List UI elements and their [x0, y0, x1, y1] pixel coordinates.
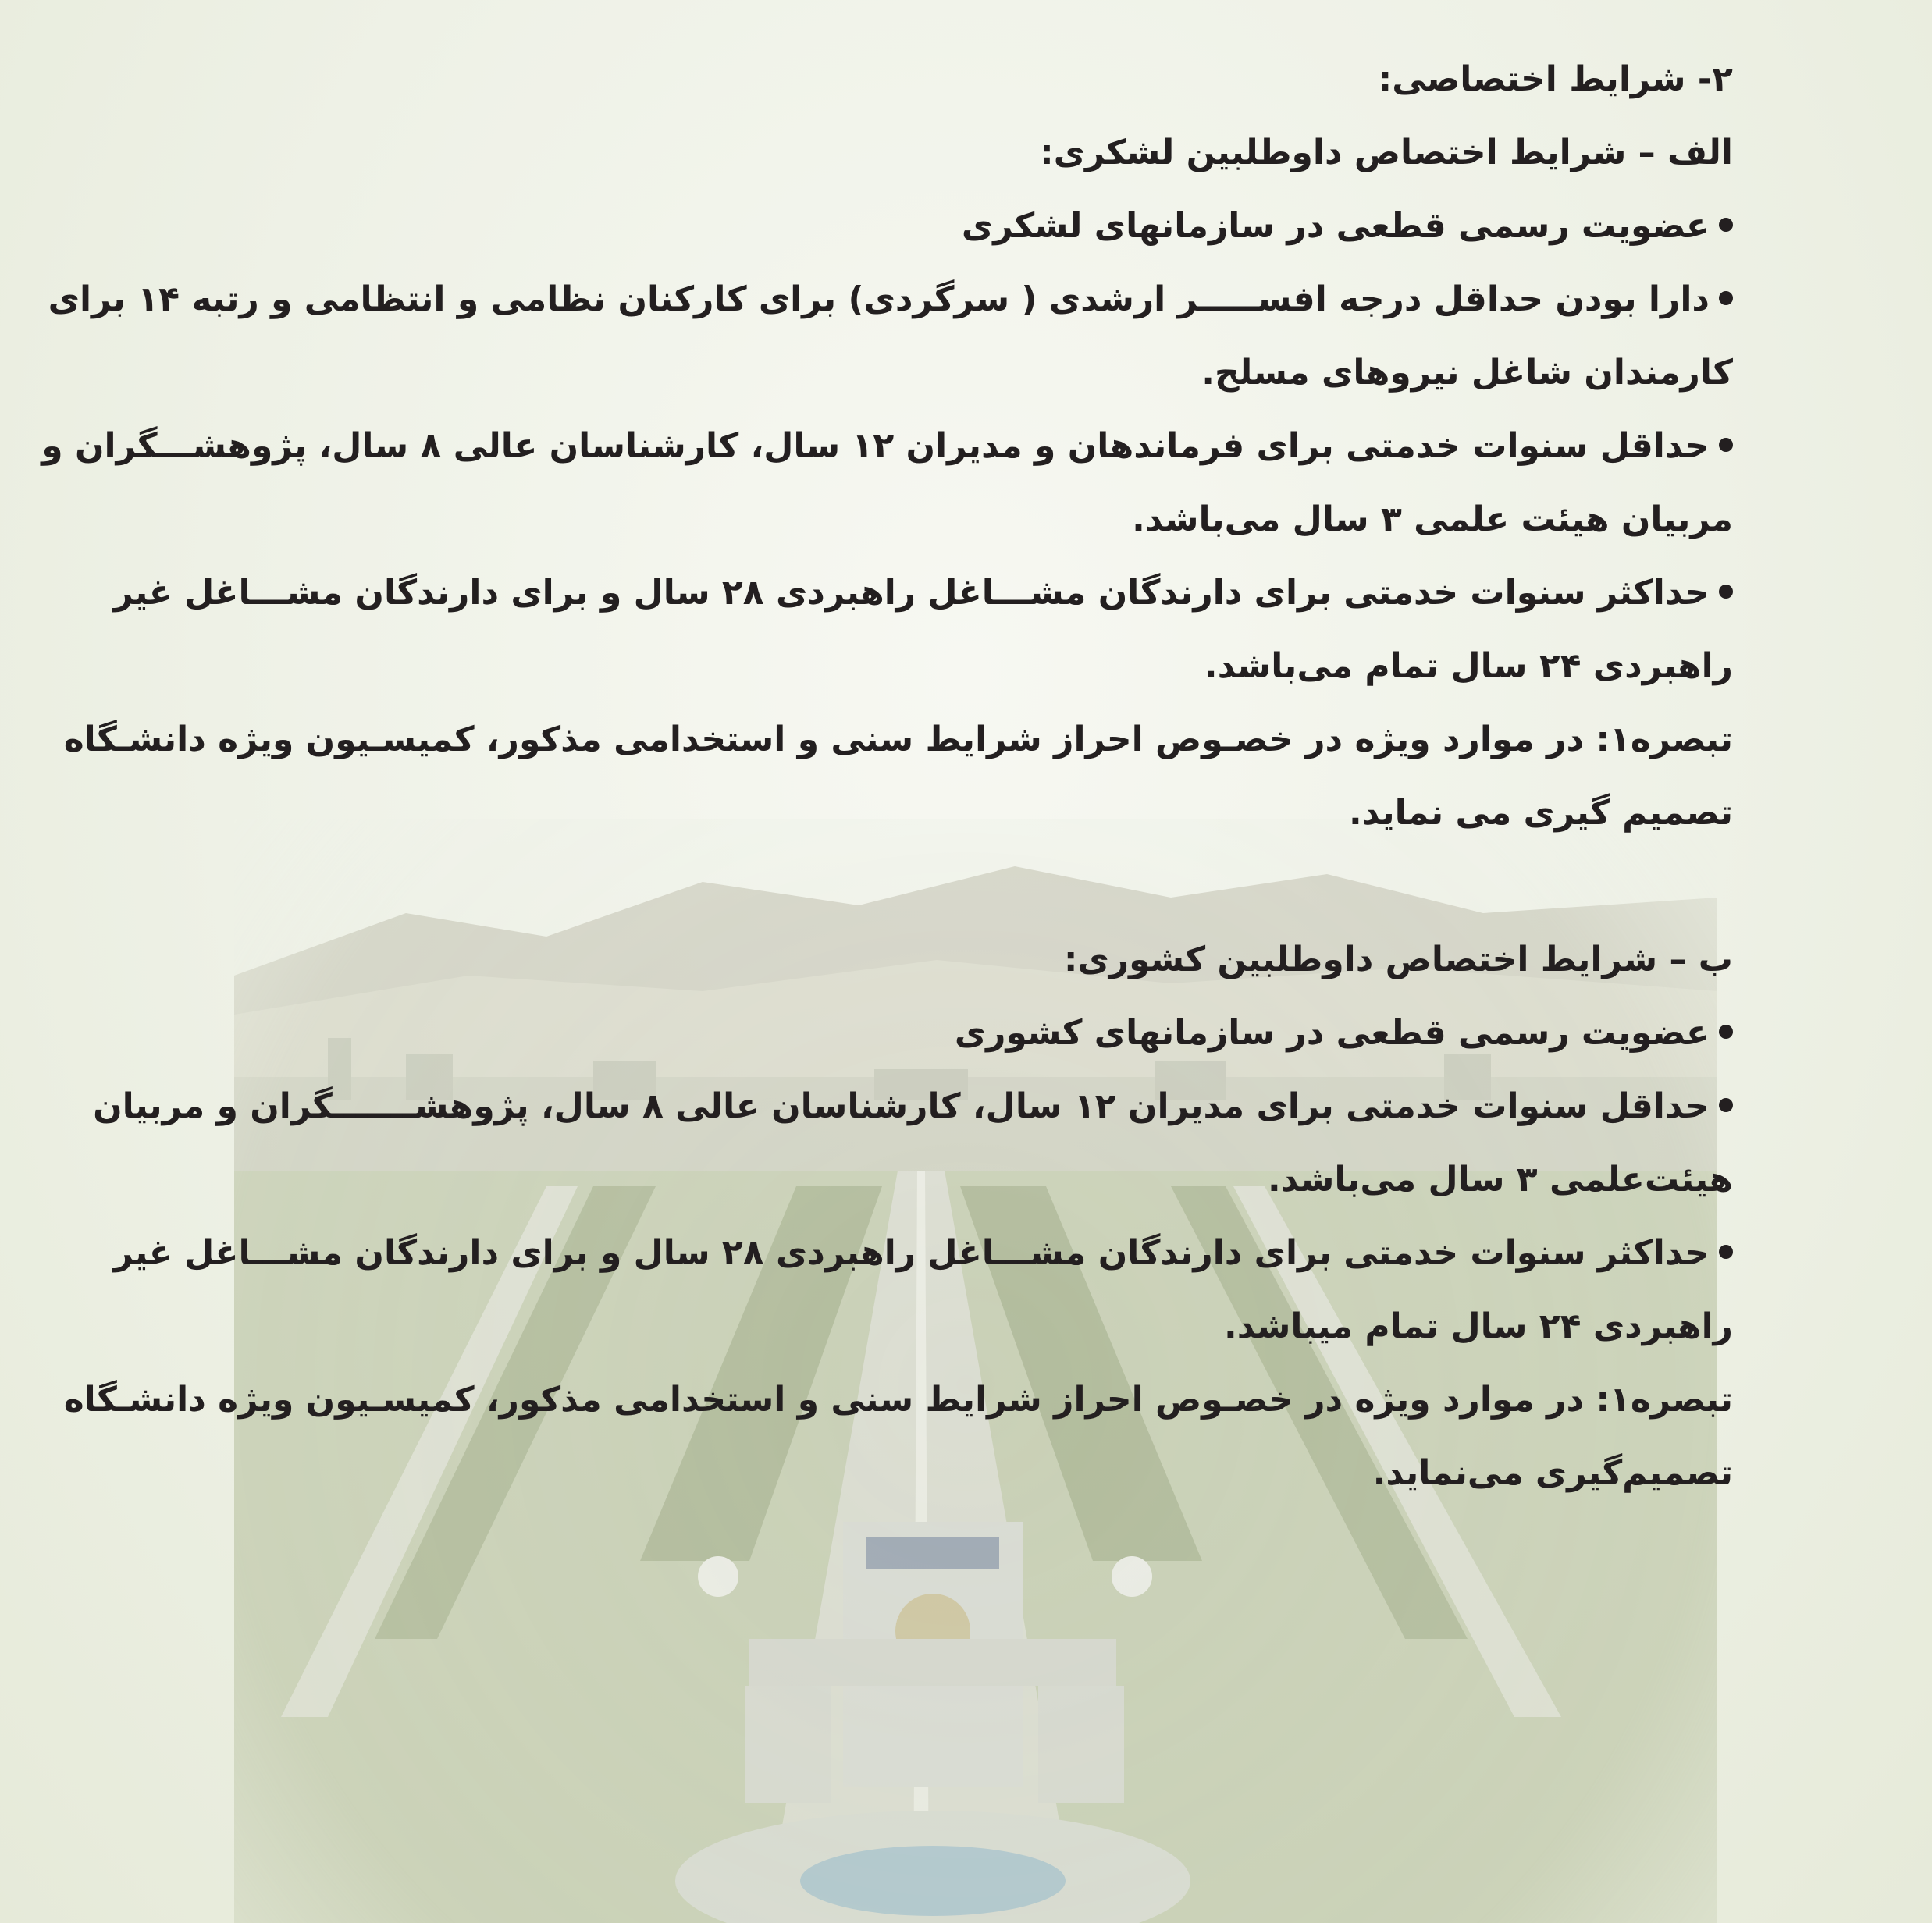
military-item-3-line-2: مربیان هیئت علمی ۳ سال می‌باشد. [1132, 499, 1733, 539]
military-note-line-1: تبصره۱: در موارد ویژه در خصـوص احراز شرایط سنی و استخدامی مذکور، کمیسـیون ویژه دانشـگاه [63, 720, 1733, 759]
bullet-icon [1719, 218, 1733, 232]
military-item-2-line-1: دارا بودن حداقل درجه افســـــر ارشدی ( سرگردی) برای کارکنان نظامی و انتظامی و رتبه ۱۴ برای [242, 263, 1733, 336]
military-item-1: عضویت رسمی قطعی در سازمانهای لشکری [242, 190, 1733, 263]
bullet-icon [1719, 1245, 1733, 1259]
civil-item-3-line-2: راهبردی ۲۴ سال تمام میباشد. [1223, 1306, 1733, 1346]
civil-note-line-2: تصمیم‌گیری می‌نماید. [1372, 1453, 1733, 1493]
civil-item-2-line-2: هیئت‌علمی ۳ سال می‌باشد. [1267, 1160, 1733, 1200]
military-item-4-line-2: راهبردی ۲۴ سال تمام می‌باشد. [1204, 646, 1733, 686]
civil-item-1: عضویت رسمی قطعی در سازمانهای کشوری [242, 997, 1733, 1070]
document-body [41, 43, 1733, 1510]
civil-note-line-1: تبصره۱: در موارد ویژه در خصـوص احراز شرایط سنی و استخدامی مذکور، کمیسـیون ویژه دانشـگاه [63, 1380, 1733, 1420]
military-note-line-2: تصمیم گیری می نماید. [1349, 793, 1733, 833]
civil-item-3-line-1: حداکثر سنوات خدمتی برای دارندگان مشـــاغل راهبردی ۲۸ سال و برای دارندگان مشـــاغل غیر [242, 1217, 1733, 1290]
bullet-icon [1719, 1098, 1733, 1112]
bullet-icon [1719, 585, 1733, 599]
military-item-2-line-2: کارمندان شاغل نیروهای مسلح. [1201, 353, 1733, 393]
civil-heading: ب – شرایط اختصاص داوطلبین کشوری: [1063, 940, 1733, 979]
military-item-3-line-1: حداقل سنوات خدمتی برای فرماندهان و مدیران ۱۲ سال، کارشناسان عالی ۸ سال، پژوهشـــگران و [242, 410, 1733, 483]
section-gap [242, 850, 1733, 923]
bullet-icon [1719, 438, 1733, 452]
bullet-icon [1719, 291, 1733, 305]
bullet-icon [1719, 1025, 1733, 1039]
military-heading: الف – شرایط اختصاص داوطلبین لشکری: [1040, 133, 1733, 172]
civil-item-2-line-1: حداقل سنوات خدمتی برای مدیران ۱۲ سال، کارشناسان عالی ۸ سال، پژوهشـــــــگران و مربیان [242, 1070, 1733, 1143]
section-title: ۲- شرایط اختصاصی: [1378, 59, 1733, 99]
military-item-4-line-1: حداکثر سنوات خدمتی برای دارندگان مشـــاغل راهبردی ۲۸ سال و برای دارندگان مشـــاغل غیر [242, 556, 1733, 630]
